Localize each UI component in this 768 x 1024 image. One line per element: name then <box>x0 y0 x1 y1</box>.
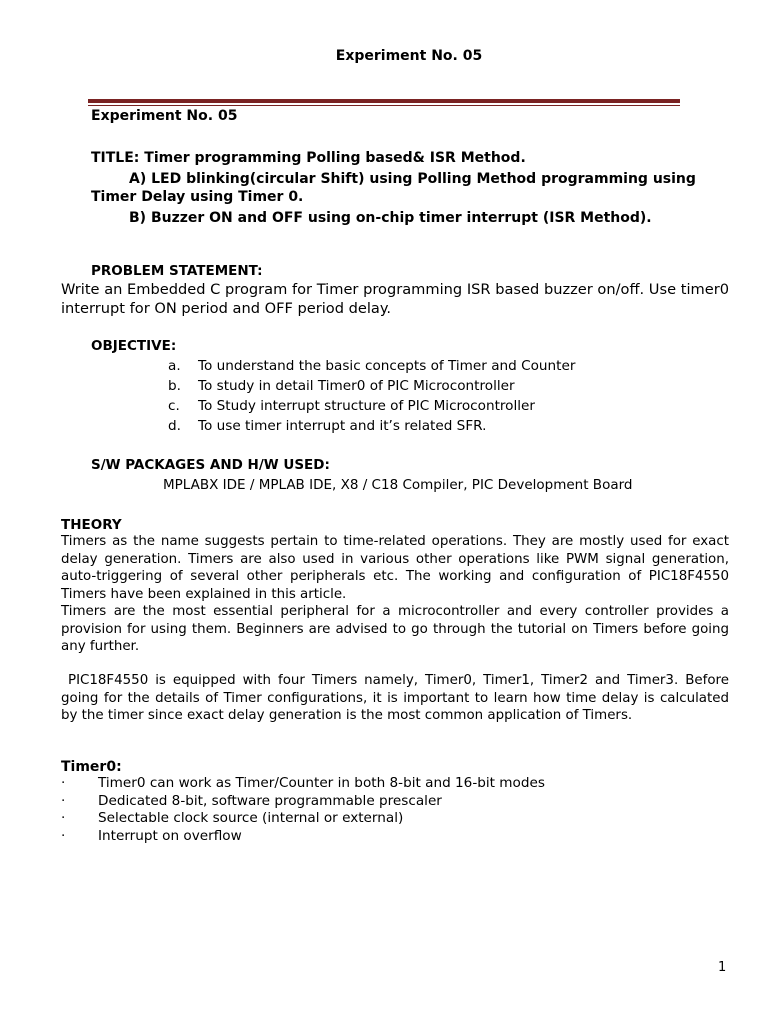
bullet-marker: · <box>61 827 66 844</box>
list-marker: c. <box>168 398 180 414</box>
title-line-2: A) LED blinking(circular Shift) using Polling Method programming using <box>129 171 696 187</box>
packages-text: MPLABX IDE / MPLAB IDE, X8 / C18 Compiler, PIC Development Board <box>163 477 633 493</box>
list-item-text: To Study interrupt structure of PIC Microcontroller <box>198 398 536 414</box>
list-item-text: To understand the basic concepts of Timer and Counter <box>198 358 576 374</box>
list-item <box>168 376 575 396</box>
list-item <box>61 775 545 793</box>
list-marker: d. <box>168 418 181 434</box>
packages-heading: S/W PACKAGES AND H/W USED: <box>91 457 330 473</box>
bullet-marker: · <box>61 775 66 791</box>
theory-paragraph-1: Timers as the name suggests pertain to time-related operations. They are mostly used for exact delay generation. Timers are also used in various other operations like PWM signal generation, auto-triggering of several other peripherals etc. The working and configuration of PIC18F4550 Timers have been explained in this article. <box>61 534 729 602</box>
page-header: Experiment No. 05 <box>335 48 483 64</box>
title-line-1: TITLE: Timer programming Polling based& ISR Method. <box>91 150 526 166</box>
list-item-text: Interrupt on overflow <box>98 827 242 844</box>
problem-statement-heading: PROBLEM STATEMENT: <box>91 263 263 279</box>
theory-paragraph-3: PIC18F4550 is equipped with four Timers namely, Timer0, Timer1, Timer2 and Timer3. Before going for the details of Timer configurations, it is important to learn how time delay is calculated by the timer since exact delay generation is the most common application of Timers. <box>61 673 734 724</box>
timer0-heading: Timer0: <box>61 759 122 775</box>
objective-heading: OBJECTIVE: <box>91 338 177 354</box>
list-item <box>61 793 545 811</box>
problem-statement-text: Write an Embedded C program for Timer programming ISR based buzzer on/off. Use timer0 interrupt for ON period and OFF period delay. <box>61 281 729 317</box>
theory-paragraph-2: Timers are the most essential peripheral for a microcontroller and every controller provides a provision for using them. Beginners are advised to go through the tutorial on Timers before going any further. <box>61 604 729 655</box>
page-number: 1 <box>718 960 727 975</box>
list-item-text: To use timer interrupt and it’s related SFR. <box>198 418 487 434</box>
list-marker: b. <box>168 378 181 394</box>
list-item <box>61 810 545 828</box>
objective-list <box>168 356 575 436</box>
list-item <box>168 416 575 436</box>
title-line-3: Timer Delay using Timer 0. <box>91 189 304 205</box>
list-item-text: To study in detail Timer0 of PIC Microcontroller <box>198 378 515 394</box>
timer0-list <box>61 775 545 845</box>
experiment-label: Experiment No. 05 <box>91 108 238 124</box>
list-item-text: Dedicated 8-bit, software programmable prescaler <box>98 792 442 809</box>
list-item <box>168 396 575 416</box>
list-item <box>61 828 545 846</box>
list-item-text: Timer0 can work as Timer/Counter in both 8-bit and 16-bit modes <box>98 775 545 791</box>
list-item-text: Selectable clock source (internal or external) <box>98 810 404 827</box>
list-item <box>168 356 575 376</box>
bullet-marker: · <box>61 810 66 827</box>
theory-heading: THEORY <box>61 517 122 533</box>
list-marker: a. <box>168 358 181 374</box>
header-rule-thick <box>88 99 680 103</box>
bullet-marker: · <box>61 792 66 809</box>
title-line-4: B) Buzzer ON and OFF using on-chip timer interrupt (ISR Method). <box>129 210 652 226</box>
